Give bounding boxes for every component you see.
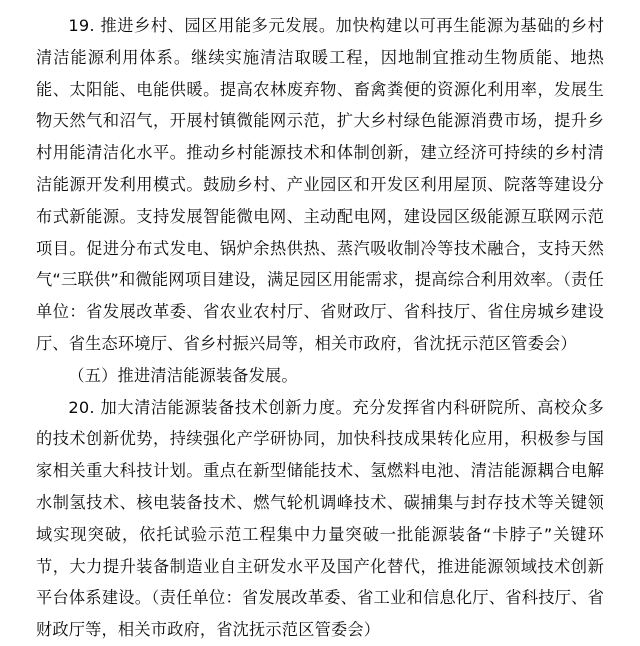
paragraph-item-19: 19. 推进乡村、园区用能多元发展。加快构建以可再生能源为基础的乡村清洁能源利用体系。继续实施清洁取暖工程，因地制宜推动生物质能、地热能、太阳能、电能供暖。提高农林废弃物、畜禽粪便的资源化利用率，发展生物天然气和沼气，开展村镇微能网示范，扩大乡村绿色能源消费市场，提升乡村用能清洁化水平。推动乡村能源技术和体制创新，建立经济可持续的乡村清洁能源开发利用模式。鼓励乡村、产业园区和开发区利用屋顶、院落等建设分布式新能源。支持发展智能微电网、主动配电网，建设园区级能源互联网示范项目。促进分布式发电、锅炉余热供热、蒸汽吸收制冷等技术融合，支持天然气“三联供”和微能网项目建设，满足园区用能需求，提高综合利用效率。（责任单位：省发展改革委、省农业农村厅、省财政厅、省科技厅、省住房城乡建设厅、省生态环境厅、省乡村振兴局等，相关市政府，省沈抚示范区管委会） bbox=[36, 16, 604, 353]
paragraph-item-20: 20. 加大清洁能源装备技术创新力度。充分发挥省内科研院所、高校众多的技术创新优势，持续强化产学研协同，加快科技成果转化应用，积极参与国家相关重大科技计划。重点在新型储能技术、氢燃料电池、清洁能源耦合电解水制氢技术、核电装备技术、燃气轮机调峰技术、碳捕集与封存技术等关键领域实现突破，依托试验示范工程集中力量突破一批能源装备“卡脖子”关键环节，大力提升装备制造业自主研发水平及国产化替代，推进能源领域技术创新平台体系建设。（责任单位：省发展改革委、省工业和信息化厅、省科技厅、省财政厅等，相关市政府，省沈抚示范区管委会） bbox=[36, 397, 604, 640]
paragraph-section-five: （五）推进清洁能源装备发展。 bbox=[68, 365, 298, 385]
